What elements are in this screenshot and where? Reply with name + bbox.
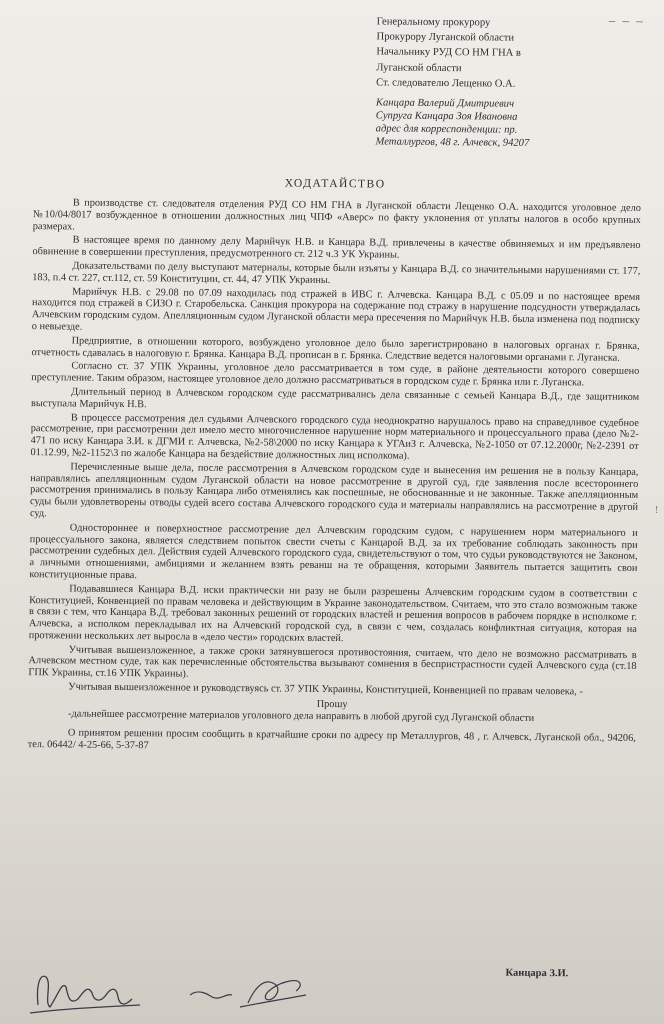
- document-body: [28, 197, 641, 757]
- signature-2: [190, 981, 306, 1007]
- document-title: ХОДАТАЙСТВО: [284, 177, 386, 191]
- corner-mark: – – –: [608, 12, 645, 28]
- closing-paragraph: О принятом решении просим сообщить в кратчайшие сроки по адресу пр Металлургов, 48 , г. Алчевск, Луганской обл., 94206, тел. 06442/ 4-25-66, 5-37-87: [27, 727, 636, 752]
- paragraph: В производстве ст. следователя отделения РУД СО НМ ГНА в Луганской области Лещенко О.А. находится уголовное дело №10/04/8017 возбужденное в отношении должностных лиц ЧПФ «Аверс» по факту уклонения от уплаты налогов в особо крупных размерах.: [32, 197, 641, 233]
- paragraph: Марийчук Н.В. с 29.08 по 07.09 находилась под стражей в ИВС г. Алчевска. Канцара В.Д. с 05.09 и по настоящее время находится под стражей в СИЗО г. Старобельска. Санкция прокурора на содержание под стражу в нарушение подсудности утверждалась Алчевским городским судом. Апелляционным судом Луганской области мера пресечения по Марийчук Н.В. была изменена под подписку о невыезде.: [31, 286, 641, 333]
- sender-block: [375, 96, 660, 151]
- addressee-line: Прокурору Луганской области: [376, 31, 515, 44]
- paragraph: Длительный период в Алчевском городском суде рассматривались дела связанные с семьей Канцара В.Д., где защитником выступала Марийчук Н.В.: [30, 386, 640, 410]
- handwritten-signatures: [0, 955, 664, 1024]
- paragraph: Перечисленные выше дела, после рассмотрения в Алчевском городском суде и вынесения им решения не в пользу Канцара, направлялись апелляционным судом Луганской области на новое рассмотрение в другой суд, где заявления после всестороннего рассмотрения принимались в пользу Канцара либо отменялись как поспешные, не обоснованные и не законные. Также апелляционным суды были удовлетворены отводы судей всего состава Алчевского городского суда и материалы направлялись на рассмотрение в другой суд.: [29, 461, 639, 520]
- paragraph: Одностороннее и поверхностное рассмотрение дел Алчевским городским судом, с нарушением норм материального и процессуального закона, является следствием попыток свести счеты с Канцарой В.Д. за их требование соблюдать законность при рассмотрении судебных дел. Действия судей Алчевского городского суда, свидетельствуют о том, что судьи руководствуются не Законом, а личными отношениями, амбициями и желанием взять реванш на те обращения, которыми Заявитель пытается защитить свои конституционные права.: [29, 522, 638, 582]
- sender-line: Металлургов, 48 г. Алчевск, 94207: [375, 136, 530, 149]
- addressee-block: [376, 14, 662, 93]
- sender-line: Канцара Валерий Дмитриевич: [375, 97, 515, 110]
- signature-name: Канцара З.И.: [505, 967, 569, 980]
- paragraph: Подававшиеся Канцара В.Д. иски практически ни разу не были разрешены Алчевским городским судом в соответствии с Конституцией, Конвенцией по правам человека и действующим в Украине законодательством. Считаем, что это стало возможным также в связи с тем, что Канцара В.Д. требовал законных решений от городских властей и решения вопросов в рабочем порядке в исполкоме г. Алчевска, а исполком перекладывал их на Алчевский городской суд, в связи с чем, создалась конфликтная ситуация, которая на протяжении нескольких лет выросла в «дело чести» городских властей.: [28, 583, 638, 645]
- paragraph: Предприятие, в отношении которого, возбуждено уголовное дело было зарегистрировано в налоговых органах г. Брянка, отчетность сдавалась в налоговую г. Брянка. Канцара В.Д. прописан в г. Брянка. Следствие ведется налоговыми органами г. Луганска.: [31, 335, 640, 364]
- paragraph: В процессе рассмотрения дел судьями Алчевского городского суда неоднократно нарушалось право на справедливое судебное рассмотрение, при рассмотрении дел имело место многочисленное нарушение норм материального и процессуального права (дело №2-471 по иску Канцара З.И. к ДГМИ г. Алчевска, №2-58\2000 по иску Канцара к УГАиЗ г. Алчевска, №2-1050 от 07.12.2000г, №2-2391 от 01.12.99, №2-1152\3 по жалобе Канцара на бездействие должностных лиц исполкома).: [30, 412, 639, 462]
- sender-line: адрес для корреспонденции: пр.: [375, 123, 518, 136]
- paragraph: Учитывая вышеизложенное, а также сроки затянувшегося противостояния, считаем, что дело не возможно рассматривать в Алчевском местном суде, так как перечисленные обстоятельства вызывают сомнения в беспристрастности судей Алчевского суда (ст.18 ГПК Украины, ст.16 УПК Украины).: [28, 644, 637, 680]
- request-text: -дальнейшее рассмотрение материалов уголовного дела направить в любой другой суд Луганской области: [67, 708, 535, 724]
- paragraph: Учитывая вышеизложенное и руководствуясь ст. 37 УПК Украины, Конституцией, Конвенцией по правам человека, -: [68, 681, 583, 698]
- addressee-line: Начальнику РУД СО НМ ГНА в: [376, 46, 522, 60]
- addressee-line: Ст. следователю Лещенко О.А.: [376, 77, 516, 90]
- margin-mark: !: [655, 505, 659, 516]
- paragraph: В настоящее время по данному делу Марийчук Н.В. и Канцара В.Д. привлечены в качестве обвиняемых и им предъявлено обвинение в совершении преступления, предусмотренного ст. 212 ч.3 УК Украины.: [32, 234, 641, 261]
- signature-1: [30, 976, 140, 1013]
- addressee-line: Генеральному прокурору: [376, 16, 491, 29]
- request-heading: Прошу: [316, 698, 348, 711]
- sender-line: Супруга Канцара Зоя Ивановна: [375, 110, 518, 123]
- paragraph: Согласно ст. 37 УПК Украины, уголовное дело рассматривается в том суде, в районе деятельности которого совершено преступление. Таким образом, настоящее уголовное дело должно рассматриваться в городском суде г. Брянка или г. Луганска.: [31, 360, 640, 389]
- addressee-line: Луганской области: [376, 62, 462, 74]
- paragraph: Доказательствами по делу выступают материалы, которые были изъяты у Канцара В.Д. со значительными нарушениями ст. 177, 183, п.4 ст. 227, ст.112, ст. 59 Конституции, ст. 44, 47 УПК Украины.: [32, 260, 641, 286]
